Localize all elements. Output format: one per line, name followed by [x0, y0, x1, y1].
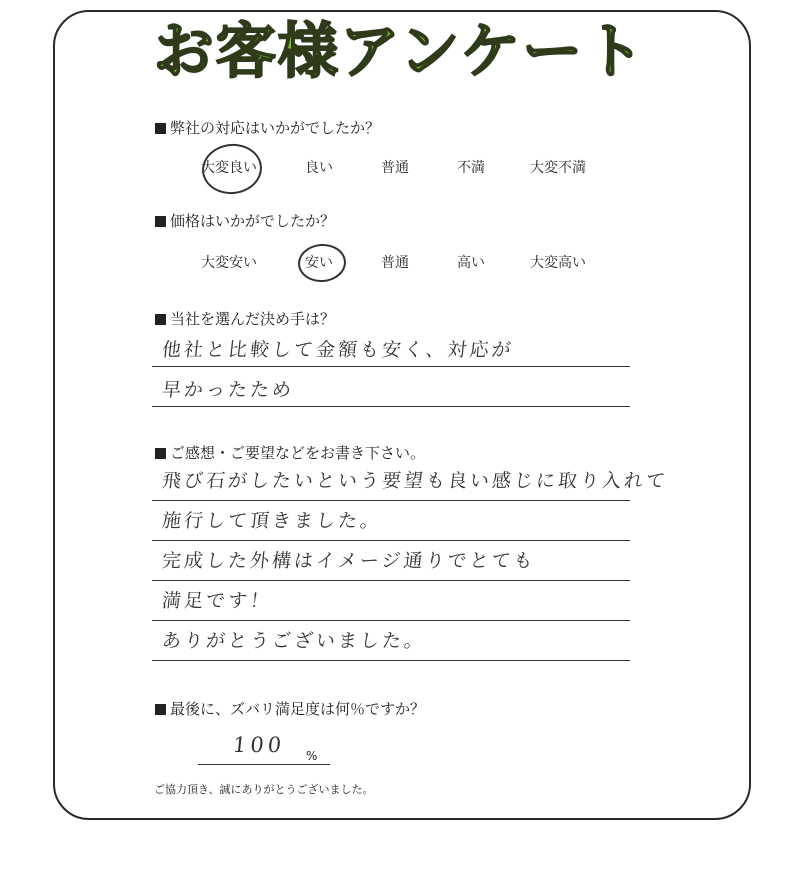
answer-rule [152, 660, 630, 661]
satisfaction-value: 100 [231, 733, 287, 757]
q1-option-good[interactable]: 良い [305, 160, 333, 176]
q2-option-very-expensive[interactable]: 大変高い [530, 255, 586, 271]
q4-answer-line-1: 飛び石がしたいという要望も良い感じに取り入れて [160, 470, 670, 492]
bullet-square-icon [155, 448, 166, 459]
q1-option-very-dissatisfied[interactable]: 大変不満 [530, 160, 586, 176]
question-3-label: 当社を選んだ決め手は？ [170, 310, 336, 328]
question-5-label: 最後に、ズバリ満足度は何％ですか？ [170, 700, 426, 718]
survey-title: お客様アンケート [153, 17, 647, 87]
q4-answer-line-3: 完成した外構はイメージ通りでとても [160, 550, 537, 572]
q3-answer-line-2: 早かったため [160, 379, 296, 401]
question-5 [155, 702, 425, 717]
bullet-square-icon [155, 314, 166, 325]
answer-rule [152, 366, 630, 367]
answer-rule [152, 500, 630, 501]
q4-answer-line-4: 満足です！ [160, 590, 274, 612]
satisfaction-rule [198, 764, 330, 765]
answer-rule [152, 580, 630, 581]
q2-option-cheap[interactable]: 安い [305, 255, 333, 271]
question-1-label: 弊社の対応はいかがでしたか？ [170, 119, 381, 137]
question-1 [155, 121, 380, 136]
question-4 [155, 446, 425, 461]
q1-option-very-good[interactable]: 大変良い [201, 160, 257, 176]
q3-answer-line-1: 他社と比較して金額も安く、対応が [160, 339, 515, 361]
bullet-square-icon [155, 123, 166, 134]
bullet-square-icon [155, 704, 166, 715]
q2-option-normal[interactable]: 普通 [381, 255, 409, 271]
question-4-label: ご感想・ご要望などをお書き下さい。 [170, 444, 426, 462]
q4-answer-line-5: ありがとうございました。 [160, 630, 428, 652]
thanks-note: ご協力頂き、誠にありがとうございました。 [154, 783, 374, 796]
question-3 [155, 312, 335, 327]
q2-option-very-cheap[interactable]: 大変安い [201, 255, 257, 271]
bullet-square-icon [155, 216, 166, 227]
satisfaction-unit: % [306, 749, 318, 763]
question-2 [155, 214, 335, 229]
q1-option-dissatisfied[interactable]: 不満 [457, 160, 485, 176]
q1-option-normal[interactable]: 普通 [381, 160, 409, 176]
answer-rule [152, 620, 630, 621]
answer-rule [152, 406, 630, 407]
question-2-label: 価格はいかがでしたか？ [170, 212, 336, 230]
q2-option-expensive[interactable]: 高い [457, 255, 485, 271]
answer-rule [152, 540, 630, 541]
q4-answer-line-2: 施行して頂きました。 [160, 510, 384, 532]
